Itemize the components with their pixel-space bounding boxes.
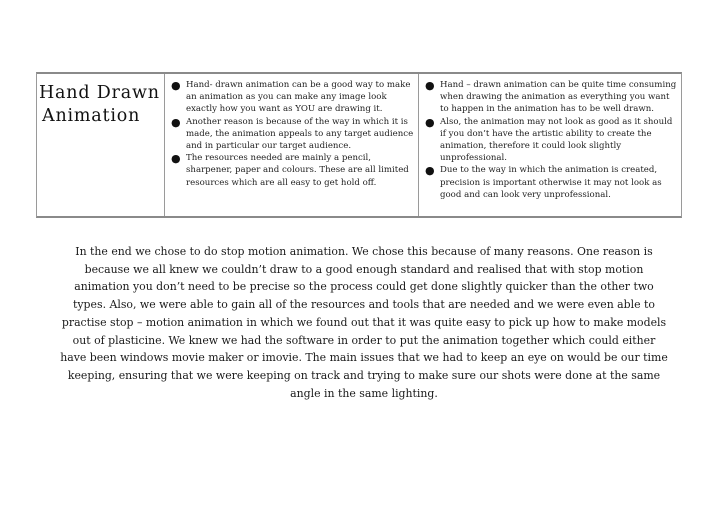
bullet-icon: ● (171, 115, 181, 129)
conclusion-paragraph: In the end we chose to do stop motion animation. We chose this because of many reasons. One reason is because we all knew we couldn’t draw to a good enough standard and realised that with stop motion animation you don’t need to be precise so the process could get done slightly quicker than the other two types. Also, we were able to gain all of the resources and tools that are needed and we were even able to practise stop – motion animation in which we found out that it was quite easy to pick up how to make models out of plasticine. We knew we had the software in order to put the animation together which could either have been windows movie maker or imovie. The main issues that we had to keep an eye on would be our time keeping, ensuring that we were keeping on track and trying to make sure our shots were done at the same angle in the same lighting. (60, 245, 668, 400)
disadvantage-text: Also, the animation may not look as good as it should if you don’t have the artistic ability to create the animation, therefore it could look slightly unprofessional. (440, 116, 673, 164)
advantage-text: The resources needed are mainly a pencil, sharpener, paper and colours. These are all limited resources which are all easy to get hold off. (186, 153, 409, 188)
advantages-list (171, 79, 414, 189)
bullet-icon: ● (171, 152, 181, 166)
list-item (171, 116, 414, 153)
list-item (425, 164, 677, 201)
disadvantages-cell (419, 74, 681, 216)
list-item (425, 116, 677, 165)
bullet-icon: ● (425, 79, 435, 92)
list-item (171, 152, 414, 189)
advantage-text: Hand- drawn animation can be a good way to make an animation as you can make any image look exactly how you want as YOU are drawing it. (186, 80, 411, 115)
table-title-cell (37, 74, 165, 216)
advantages-cell (165, 74, 419, 216)
bullet-icon: ● (425, 115, 435, 129)
advantage-text: Another reason is because of the way in which it is made, the animation appeals to any target audience and in particular our target audience. (186, 116, 414, 152)
disadvantage-text: Hand – drawn animation can be quite time consuming when drawing the animation as everything you want to happen in the animation has to be well drawn. (440, 80, 677, 115)
disadvantage-text: Due to the way in which the animation is created, precision is important otherwise it may not look as good and can look very unprofessional. (440, 165, 662, 200)
bullet-icon: ● (171, 79, 181, 92)
list-item (171, 79, 414, 116)
table-title-line-1: Hand Drawn (39, 83, 160, 103)
disadvantages-list (425, 79, 677, 201)
list-item (425, 79, 677, 116)
comparison-table (36, 72, 682, 218)
bullet-icon: ● (425, 164, 435, 178)
table-title-line-2: Animation (42, 106, 141, 126)
